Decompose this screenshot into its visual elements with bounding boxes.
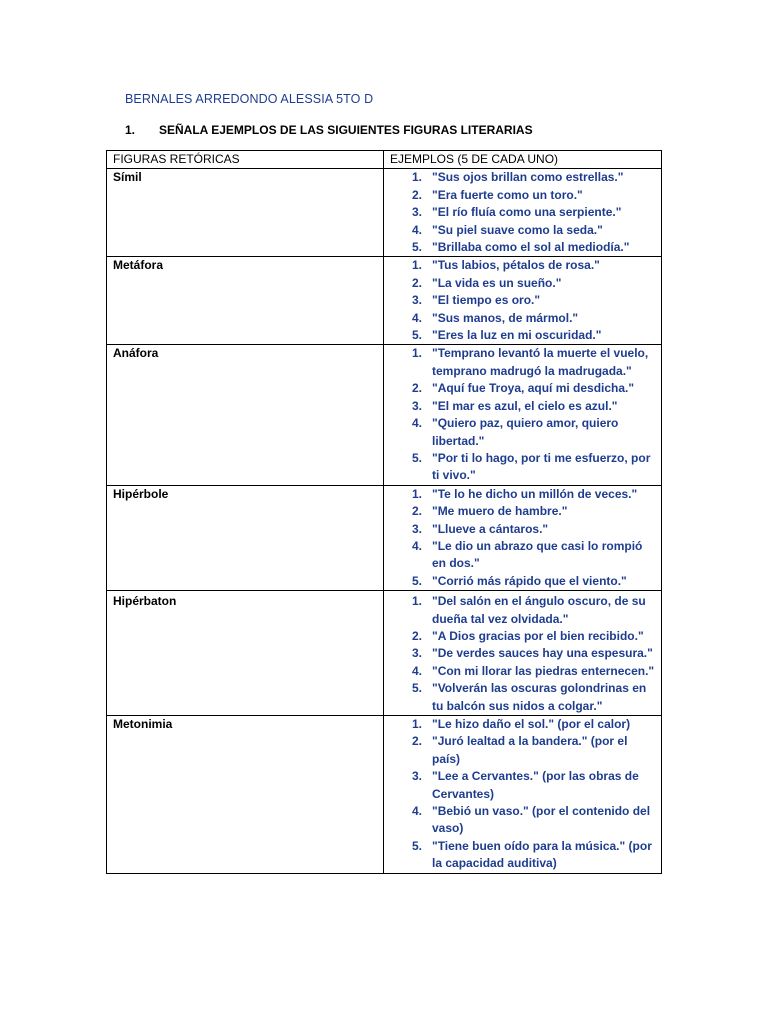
examples-cell: [384, 169, 662, 257]
header-figures: FIGURAS RETÓRICAS: [107, 151, 384, 169]
item-text: "Aquí fue Troya, aquí mi desdicha.": [432, 381, 635, 396]
item-text: "Tus labios, pétalos de rosa.": [432, 258, 600, 273]
list-item: [384, 275, 661, 292]
list-item: [384, 187, 661, 204]
list-item: [384, 733, 661, 768]
item-text: "Sus manos, de mármol.": [432, 310, 579, 325]
examples-list: [384, 345, 661, 484]
item-text: "Del salón en el ángulo oscuro, de su dueña tal vez olvidada.": [432, 594, 646, 626]
item-number: 2.: [411, 628, 422, 643]
examples-cell: [384, 716, 662, 874]
list-item: [384, 486, 661, 503]
item-number: 2.: [411, 504, 422, 519]
item-text: "La vida es un sueño.": [432, 275, 562, 290]
item-number: 1.: [411, 346, 422, 361]
figure-name: Anáfora: [107, 345, 384, 485]
heading-text: SEÑALA EJEMPLOS DE LAS SIGUIENTES FIGURAS LITERARIAS: [159, 123, 533, 137]
list-item: [384, 292, 661, 309]
item-number: 2.: [411, 381, 422, 396]
item-text: "Quiero paz, quiero amor, quiero libertad.": [432, 416, 619, 448]
list-item: [384, 645, 661, 662]
figure-name: Símil: [107, 169, 384, 257]
item-number: 2.: [411, 275, 422, 290]
list-item: [384, 310, 661, 327]
list-item: [384, 222, 661, 239]
item-text: "Le hizo daño el sol." (por el calor): [432, 717, 631, 731]
list-item: [384, 573, 661, 590]
heading-number: 1.: [125, 123, 136, 137]
list-item: [384, 716, 661, 733]
figure-name: Hipérbole: [107, 485, 384, 590]
item-number: 1.: [411, 258, 422, 273]
list-item: [384, 450, 661, 485]
item-number: 1.: [411, 486, 422, 501]
item-number: 5.: [411, 450, 422, 465]
item-number: 5.: [411, 681, 422, 696]
item-text: "Temprano levantó la muerte el vuelo, temprano madrugó la madrugada.": [432, 346, 649, 378]
item-text: "Te lo he dicho un millón de veces.": [432, 486, 638, 501]
item-number: 4.: [411, 663, 422, 678]
item-text: "Juró lealtad a la bandera." (por el país): [432, 734, 628, 766]
item-text: "El mar es azul, el cielo es azul.": [432, 398, 618, 413]
item-number: 4.: [411, 804, 422, 819]
item-text: "Su piel suave como la seda.": [432, 222, 603, 237]
figures-table: [106, 150, 662, 874]
table-row: [107, 257, 662, 345]
list-item: [384, 768, 661, 803]
list-item: [384, 538, 661, 573]
item-text: "Era fuerte como un toro.": [432, 187, 583, 202]
list-item: [384, 628, 661, 645]
item-number: 5.: [411, 328, 422, 343]
item-text: "Brillaba como el sol al mediodía.": [432, 240, 630, 255]
item-number: 3.: [411, 769, 422, 784]
header-examples: EJEMPLOS (5 DE CADA UNO): [384, 151, 662, 169]
item-text: "El tiempo es oro.": [432, 293, 541, 308]
table-row: [107, 591, 662, 716]
list-item: [384, 521, 661, 538]
list-item: [384, 503, 661, 520]
item-number: 5.: [411, 240, 422, 255]
list-item: [384, 257, 661, 274]
item-text: "Eres la luz en mi oscuridad.": [432, 328, 602, 343]
item-number: 3.: [411, 646, 422, 661]
item-number: 3.: [411, 205, 422, 220]
item-number: 5.: [411, 838, 422, 853]
item-number: 1.: [411, 594, 422, 609]
item-text: "A Dios gracias por el bien recibido.": [432, 628, 644, 643]
item-number: 1.: [411, 170, 422, 185]
item-text: "El río fluía como una serpiente.": [432, 205, 622, 220]
item-text: "Tiene buen oído para la música." (por la capacidad auditiva): [432, 838, 652, 871]
figure-name: Metonimia: [107, 716, 384, 874]
table-row: [107, 345, 662, 485]
list-item: [384, 204, 661, 221]
list-item: [384, 593, 661, 628]
list-item: [384, 169, 661, 186]
item-text: "Con mi llorar las piedras enternecen.": [432, 663, 655, 678]
list-item: [384, 680, 661, 715]
table-row: [107, 485, 662, 590]
item-text: "Bebió un vaso." (por el contenido del vaso): [432, 804, 651, 836]
item-text: "Sus ojos brillan como estrellas.": [432, 170, 624, 185]
item-text: "De verdes sauces hay una espesura.": [432, 646, 653, 661]
examples-list: [384, 486, 661, 590]
examples-list: [384, 593, 661, 715]
table-header-row: [107, 151, 662, 169]
table-row: [107, 716, 662, 874]
examples-list: [384, 257, 661, 344]
list-item: [384, 327, 661, 344]
list-item: [384, 663, 661, 680]
list-item: [384, 345, 661, 380]
examples-list: [384, 716, 661, 873]
item-text: "Lee a Cervantes." (por las obras de Cervantes): [432, 769, 639, 801]
table-row: [107, 169, 662, 257]
item-text: "Corrió más rápido que el viento.": [432, 573, 627, 588]
item-number: 3.: [411, 521, 422, 536]
item-number: 4.: [411, 538, 422, 553]
item-number: 1.: [411, 717, 422, 731]
figure-name: Hipérbaton: [107, 591, 384, 716]
list-item: [384, 803, 661, 838]
item-text: "Le dio un abrazo que casi lo rompió en dos.": [432, 538, 643, 571]
section-heading: [125, 123, 533, 137]
author-line: BERNALES ARREDONDO ALESSIA 5TO D: [125, 92, 374, 106]
list-item: [384, 838, 661, 873]
item-number: 2.: [411, 187, 422, 202]
item-text: "Por ti lo hago, por ti me esfuerzo, por ti vivo.": [432, 450, 651, 483]
item-number: 3.: [411, 398, 422, 413]
item-text: "Volverán las oscuras golondrinas en tu balcón sus nidos a colgar.": [432, 681, 647, 713]
list-item: [384, 415, 661, 450]
list-item: [384, 398, 661, 415]
list-item: [384, 239, 661, 256]
figure-name: Metáfora: [107, 257, 384, 345]
item-number: 4.: [411, 416, 422, 431]
item-text: "Llueve a cántaros.": [432, 521, 549, 536]
examples-list: [384, 169, 661, 256]
item-number: 4.: [411, 310, 422, 325]
examples-cell: [384, 257, 662, 345]
item-number: 5.: [411, 573, 422, 588]
item-number: 4.: [411, 222, 422, 237]
item-text: "Me muero de hambre.": [432, 504, 568, 519]
item-number: 3.: [411, 293, 422, 308]
list-item: [384, 380, 661, 397]
examples-cell: [384, 345, 662, 485]
examples-cell: [384, 591, 662, 716]
examples-cell: [384, 485, 662, 590]
item-number: 2.: [411, 734, 422, 749]
